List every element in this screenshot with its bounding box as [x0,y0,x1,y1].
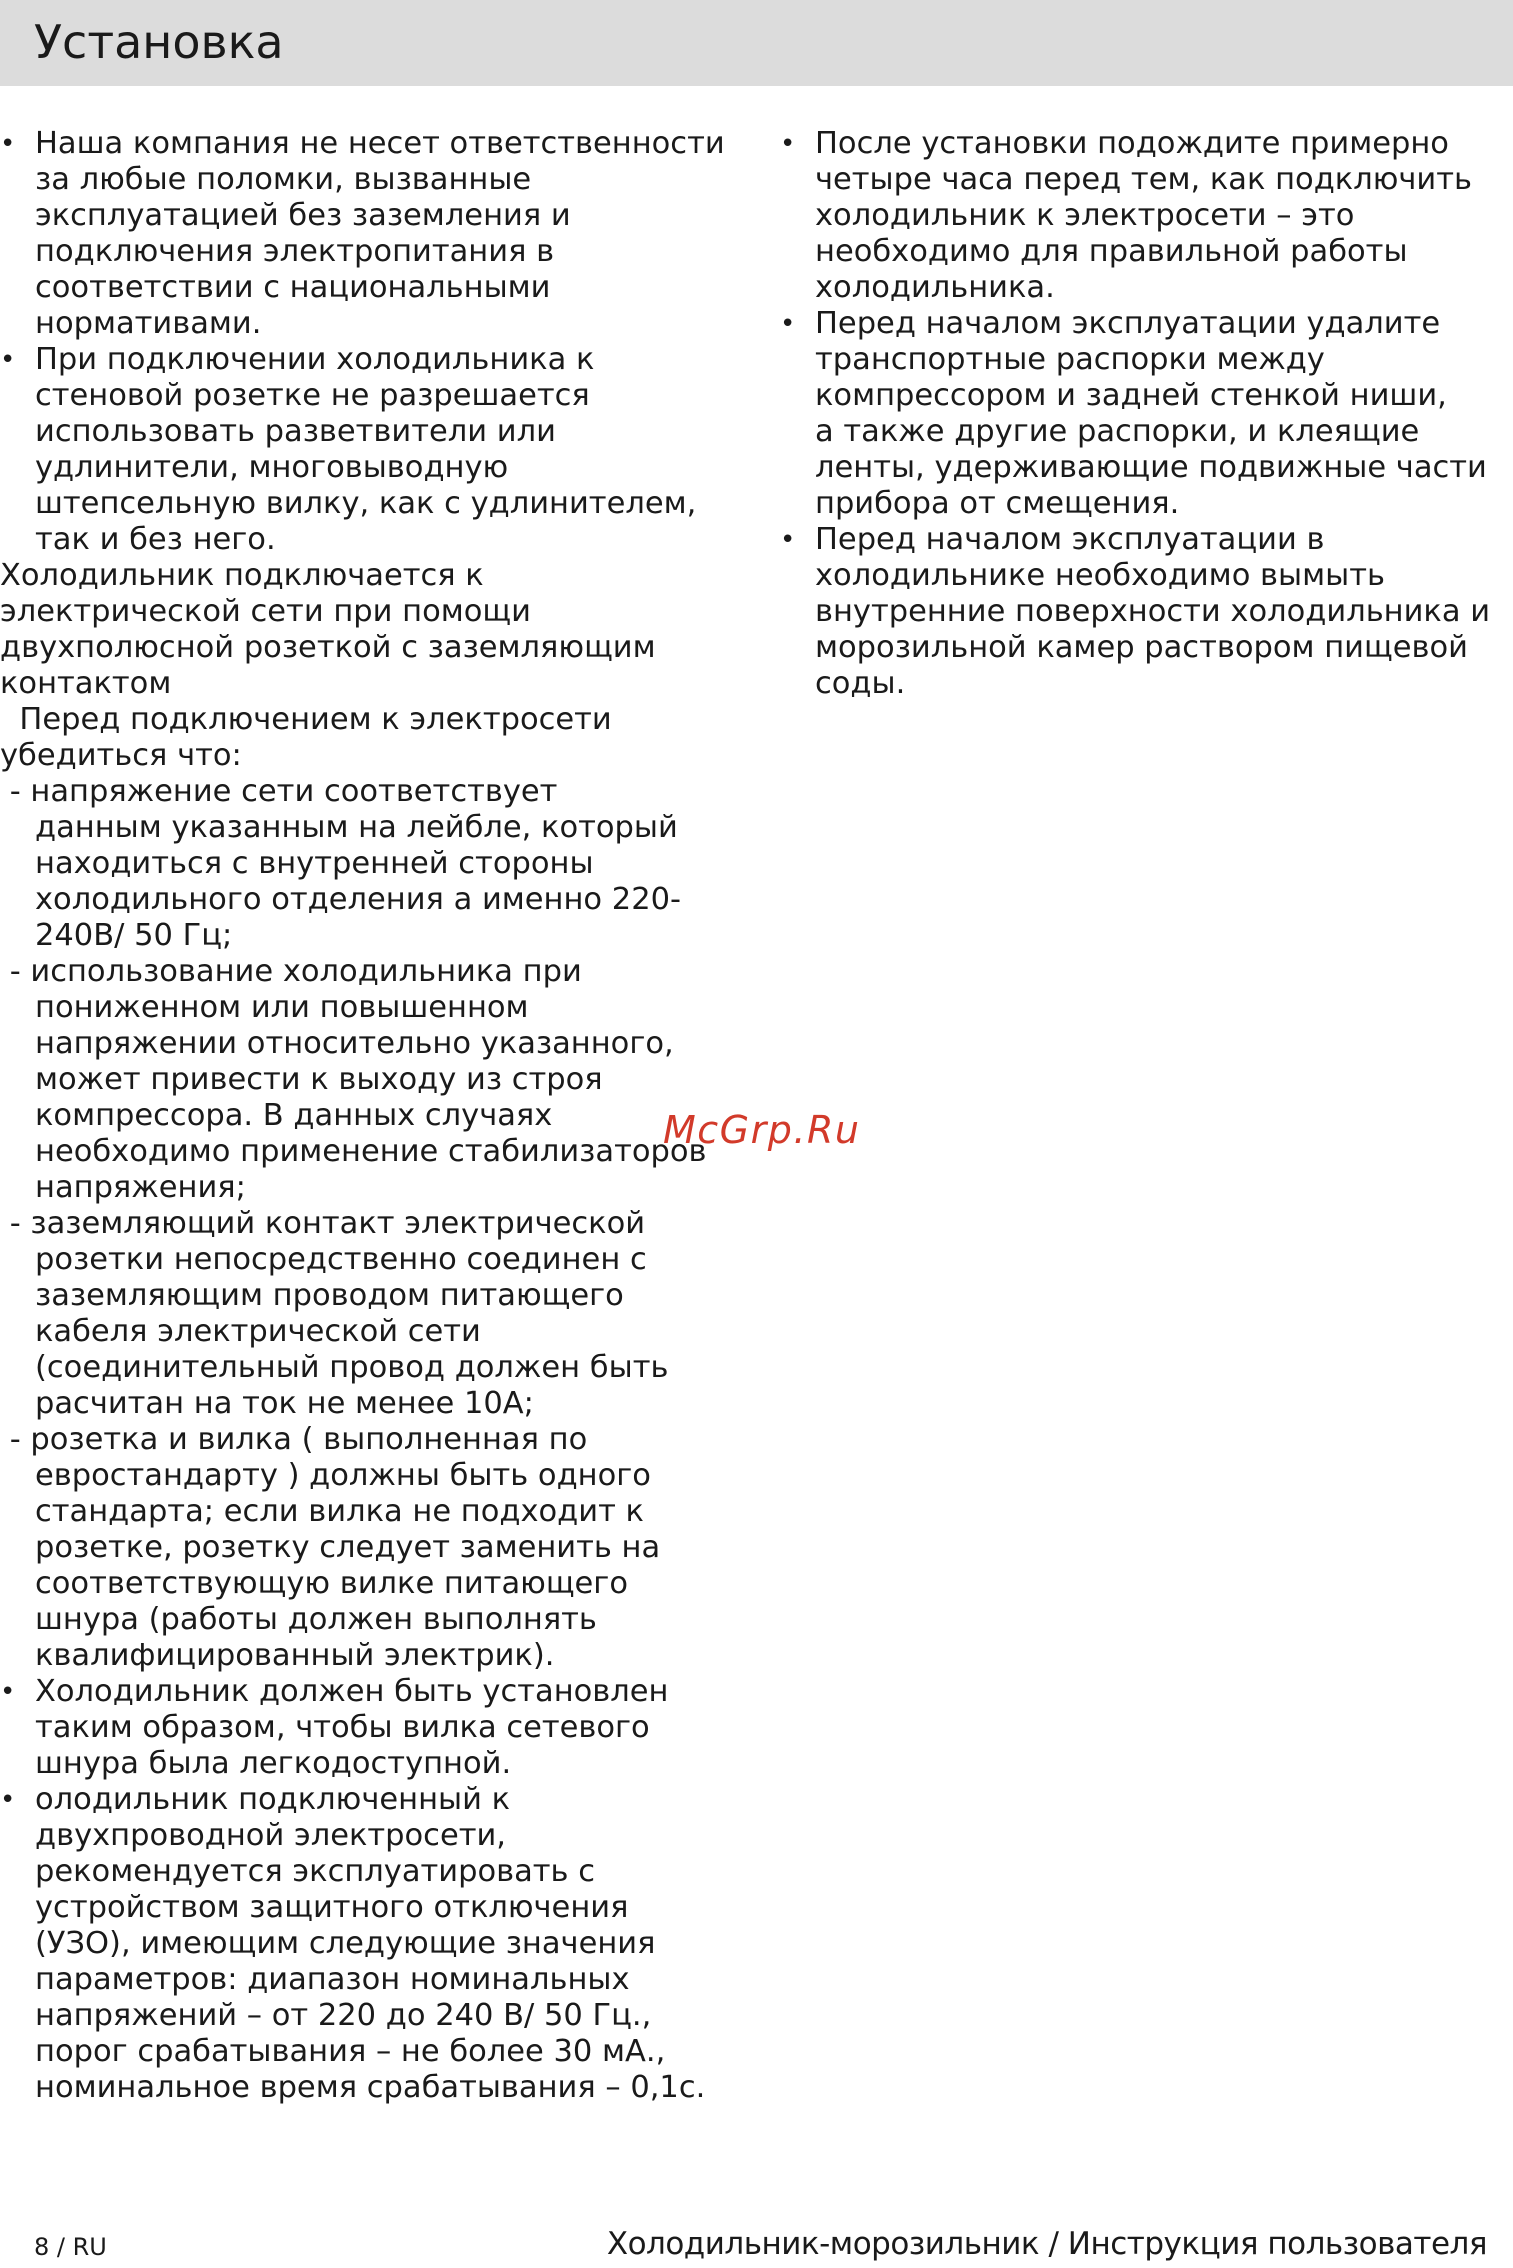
left-column-text: может привести к выходу из строя [35,1062,603,1097]
left-column-line [0,1026,720,1062]
left-column-text: электрической сети при помощи [0,594,531,629]
right-column-line [780,414,1500,450]
right-column-text: Перед началом эксплуатации в [815,522,1325,557]
bullet-icon: • [0,345,16,375]
left-column-text: - использование холодильника при [0,954,582,989]
right-column-text: морозильной камер раствором пищевой [815,630,1468,665]
left-column-line [0,1206,720,1242]
left-column-text: использовать разветвители или [35,414,556,449]
right-column-line [780,126,1500,162]
bullet-icon: • [0,1677,16,1707]
left-column-line [0,1674,720,1710]
left-column-text: необходимо применение стабилизаторов [35,1134,707,1169]
left-column-text: так и без него. [35,522,276,557]
bullet-icon: • [780,309,796,339]
left-column-text: напряжений – от 220 до 240 В/ 50 Гц., [35,1998,652,2033]
right-column-text: компрессором и задней стенкой ниши, [815,378,1447,413]
left-column-text: компрессора. В данных случаях [35,1098,553,1133]
left-column-text: розетки непосредственно соединен с [35,1242,647,1277]
right-column-line [780,198,1500,234]
left-column-line [0,1998,720,2034]
left-column-line [0,558,720,594]
left-column-line [0,1242,720,1278]
left-column-text: соответствующую вилке питающего [35,1566,628,1601]
left-column-line [0,450,720,486]
left-column-text: стеновой розетке не разрешается [35,378,590,413]
left-column-text: холодильного отделения а именно 220- [35,882,682,917]
left-column-line [0,738,720,774]
left-column-text: квалифицированный электрик). [35,1638,555,1673]
right-column-text: Перед началом эксплуатации удалите [815,306,1441,341]
right-column [780,126,1500,702]
right-column-text: а также другие распорки, и клеящие [815,414,1420,449]
right-column-line [780,306,1500,342]
left-column-line [0,918,720,954]
left-column-line [0,882,720,918]
right-column-text: необходимо для правильной работы [815,234,1408,269]
left-column-text: соответствии с национальными [35,270,551,305]
left-column-text: рекомендуется эксплуатировать с [35,1854,595,1889]
page-title: Установка [34,15,284,69]
left-column-text: - розетка и вилка ( выполненная по [0,1422,588,1457]
left-column-text: - заземляющий контакт электрической [0,1206,646,1241]
right-column-text: соды. [815,666,906,701]
left-column [0,126,725,2106]
left-column-line [0,630,720,666]
left-column-text: (соединительный провод должен быть [35,1350,669,1385]
left-column-line [0,594,720,630]
left-column-line [0,1062,720,1098]
left-column-line [0,2070,720,2106]
left-column-text: эксплуатацией без заземления и [35,198,571,233]
left-column-text: данным указанным на лейбле, который [35,810,678,845]
left-column-line [0,378,720,414]
left-column-text: шнура (работы должен выполнять [35,1602,597,1637]
left-column-line [0,1926,720,1962]
right-column-line [780,270,1500,306]
left-column-line [0,1314,720,1350]
right-column-text: четыре часа перед тем, как подключить [815,162,1472,197]
right-column-text: После установки подождите примерно [815,126,1449,161]
left-column-line [0,1278,720,1314]
left-column-text: подключения электропитания в [35,234,555,269]
right-column-text: транспортные распорки между [815,342,1325,377]
left-column-line [0,1566,720,1602]
left-column-line [0,1890,720,1926]
watermark: McGrp.Ru [663,1108,861,1152]
left-column-line [0,414,720,450]
left-column-text: устройством защитного отключения [35,1890,629,1925]
right-column-text: внутренние поверхности холодильника и [815,594,1491,629]
left-column-line [0,2034,720,2070]
left-column-text: находиться с внутренней стороны [35,846,594,881]
left-column-text: штепсельную вилку, как с удлинителем, [35,486,697,521]
left-column-line [0,666,720,702]
left-column-text: контактом [0,666,172,701]
right-column-line [780,234,1500,270]
right-column-line [780,666,1500,702]
left-column-line [0,1962,720,1998]
left-column-text: убедиться что: [0,738,242,773]
right-column-text: холодильнике необходимо вымыть [815,558,1385,593]
left-column-text: Холодильник подключается к [0,558,484,593]
left-column-text: Наша компания не несет ответственности [35,126,725,161]
bullet-icon: • [780,525,796,555]
right-column-line [780,378,1500,414]
left-column-line [0,342,720,378]
left-column-line [0,774,720,810]
right-column-text: холодильника. [815,270,1055,305]
left-column-line [0,126,725,162]
left-column-text: двухпроводной электросети, [35,1818,506,1853]
left-column-text: таким образом, чтобы вилка сетевого [35,1710,650,1745]
left-column-text: пониженном или повышенном [35,990,529,1025]
left-column-line [0,522,720,558]
left-column-text: двухполюсной розеткой с заземляющим [0,630,656,665]
right-column-text: холодильник к электросети – это [815,198,1355,233]
left-column-text: параметров: диапазон номинальных [35,1962,630,1997]
right-column-line [780,342,1500,378]
left-column-line [0,1854,720,1890]
left-column-text: шнура была легкодоступной. [35,1746,512,1781]
left-column-text: заземляющим проводом питающего [35,1278,624,1313]
bullet-icon: • [0,129,16,159]
left-column-text: Перед подключением к электросети [0,702,612,737]
left-column-text: розетке, розетку следует заменить на [35,1530,661,1565]
right-column-line [780,594,1500,630]
right-column-line [780,486,1500,522]
left-column-line [0,1530,720,1566]
left-column-text: олодильник подключенный к [35,1782,511,1817]
left-column-line [0,1710,720,1746]
bullet-icon: • [0,1785,16,1815]
right-column-line [780,558,1500,594]
left-column-line [0,1818,720,1854]
left-column-text: стандарта; если вилка не подходит к [35,1494,644,1529]
left-column-line [0,1422,720,1458]
left-column-line [0,234,720,270]
left-column-line [0,162,720,198]
left-column-line [0,486,720,522]
left-column-line [0,1134,720,1170]
left-column-line [0,1458,720,1494]
right-column-line [780,450,1500,486]
right-column-line [780,522,1500,558]
right-column-line [780,162,1500,198]
left-column-text: 240В/ 50 Гц; [35,918,233,953]
left-column-line [0,1782,720,1818]
left-column-text: кабеля электрической сети [35,1314,481,1349]
left-column-text: Холодильник должен быть установлен [35,1674,669,1709]
right-column-text: прибора от смещения. [815,486,1180,521]
left-column-text: евростандарту ) должны быть одного [35,1458,651,1493]
right-column-text: ленты, удерживающие подвижные части [815,450,1487,485]
left-column-line [0,270,720,306]
left-column-line [0,1746,720,1782]
left-column-line [0,306,720,342]
left-column-text: - напряжение сети соответствует [0,774,558,809]
left-column-text: номинальное время срабатывания – 0,1с. [35,2070,706,2105]
left-column-line [0,1350,720,1386]
left-column-line [0,810,720,846]
left-column-text: напряжения; [35,1170,246,1205]
left-column-line [0,1386,720,1422]
left-column-line [0,990,720,1026]
left-column-text: за любые поломки, вызванные [35,162,532,197]
left-column-line [0,1098,720,1134]
left-column-line [0,1638,720,1674]
document-title: Холодильник-морозильник / Инструкция пользователя [606,2226,1487,2262]
left-column-line [0,954,720,990]
left-column-text: расчитан на ток не менее 10А; [35,1386,534,1421]
left-column-text: напряжении относительно указанного, [35,1026,674,1061]
left-column-line [0,702,720,738]
left-column-line [0,846,720,882]
right-column-line [780,630,1500,666]
left-column-text: удлинители, многовыводную [35,450,509,485]
left-column-text: (УЗО), имеющим следующие значения [35,1926,656,1961]
left-column-text: порог срабатывания – не более 30 мА., [35,2034,666,2069]
left-column-line [0,1170,720,1206]
left-column-text: нормативами. [35,306,262,341]
left-column-line [0,1602,720,1638]
left-column-line [0,1494,720,1530]
left-column-line [0,198,720,234]
bullet-icon: • [780,129,796,159]
left-column-text: При подключении холодильника к [35,342,595,377]
page-number: 8 / RU [34,2233,107,2261]
